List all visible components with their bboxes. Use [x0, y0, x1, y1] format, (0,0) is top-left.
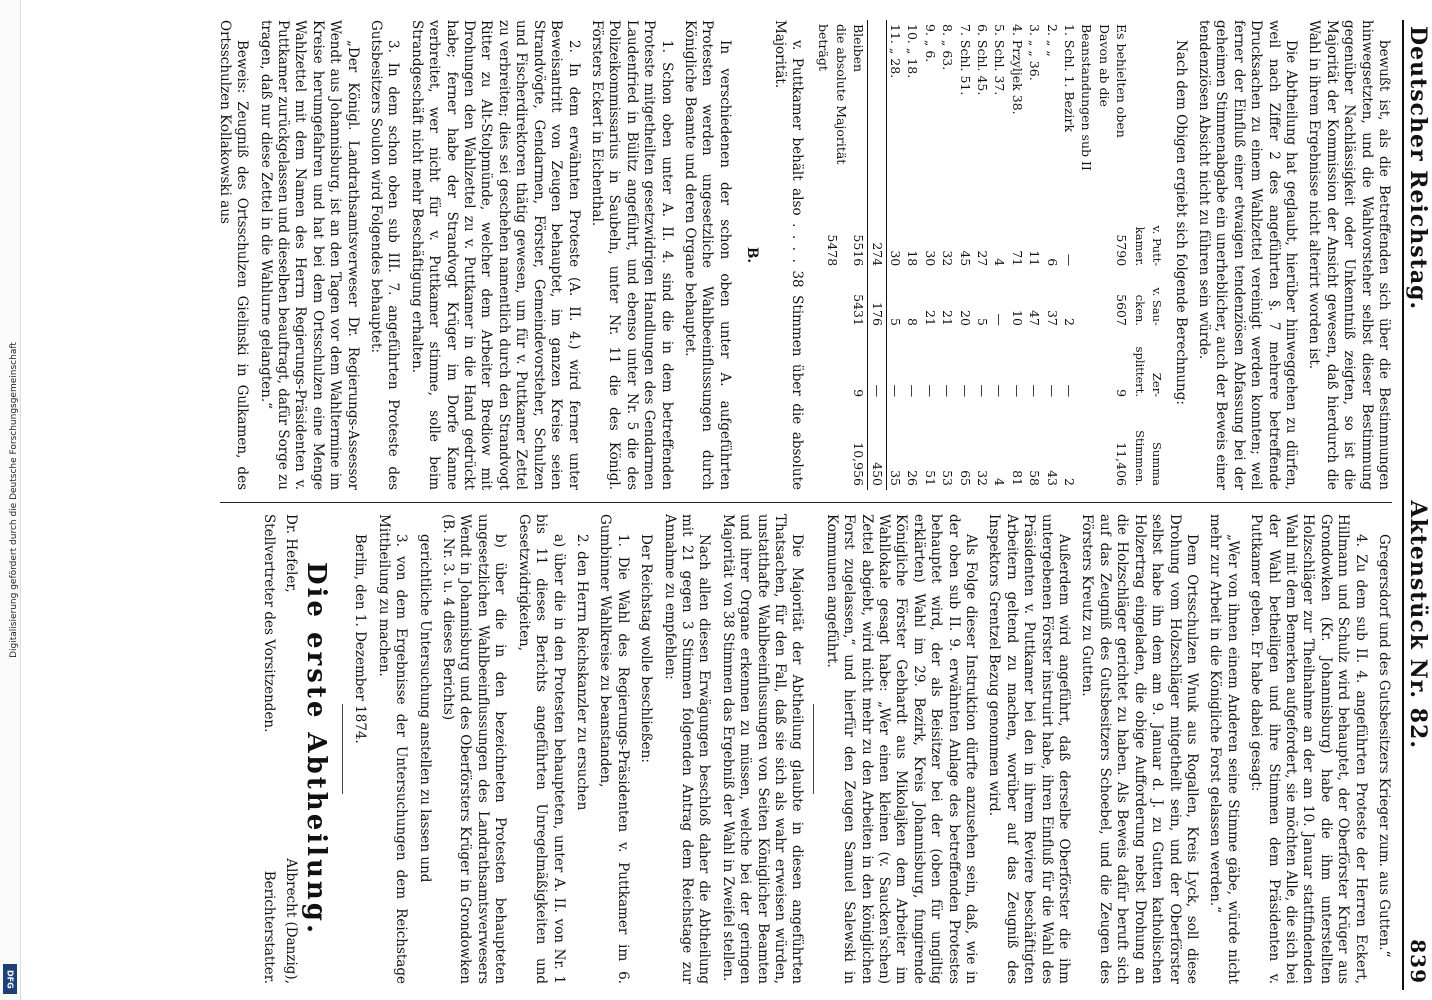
- table-cell: 58: [1027, 470, 1043, 486]
- table-cell: [815, 270, 850, 330]
- column-divider: [220, 502, 1392, 503]
- table-cell: —: [1062, 253, 1078, 267]
- page-header: [1402, 20, 1430, 990]
- table-cell: [815, 330, 850, 401]
- digitization-credit: Digitalisierung gefördert durch die Deutsche Forschungsgemeinschaft: [9, 342, 19, 658]
- paragraph: Gregersdorf und des Gutsbesitzers Krieger zum. aus Gutten.“: [1376, 534, 1392, 958]
- table-cell: 5431: [850, 270, 868, 330]
- table-cell: 4. Przyljek 38.: [1009, 24, 1025, 115]
- table-cell: 9: [850, 330, 868, 401]
- paragraph: bewußt ist, als die Betreffenden sich über die Bestimmungen hinwegsetzten, und die Wahlvorsteher selbst dieser Bestimmung gegenüber Nachlässigkeit oder Unkenntniß zeigten, so ist die Majorität der Kommission der Ansicht gewesen, daß hierdurch die Wahl in ihrem Ergebnisse nicht alterirt worden ist.: [1306, 20, 1392, 490]
- table-cell: [1078, 270, 1113, 330]
- table-cell: [868, 20, 886, 201]
- table-cell: die absolute Majorität beträgt: [816, 24, 849, 165]
- table-cell: 32: [975, 470, 991, 486]
- paragraph: Die Majorität der Abtheilung glaubte in diesen angeführten Thatsachen, für den Fall, daß sie sich als wahr erweisen würden, unstatthafte Wahlbeeinflussungen von Seiten Königlicher Beamten und ihrer Organe erkennen zu müssen, welche bei der geringen Majorität von 38 Stimmen das Ergebniß der Wahl in Zweifel stellen.: [719, 514, 806, 984]
- table-row: [974, 20, 991, 490]
- paragraph: Als Folge dieser Instruktion dürfte anzusehen sein, daß, wie in der oben sub II. 9. erwähnten Anlage des betreffenden Protestes behauptet wird, der als Beisitzer bei der (oben für ungiltig erklärten) Wahl im 29. Bezirk, Kreis Johannisburg, fungirende Königliche Förster Gebhardt aus Mikolajken dem Arbeiter im Wahllokale gesagt habe: „Wer einen kleinen (v. Saucken'schen) Zettel abgiebt, wird nicht mehr zu den Arbeiten in den königlichen Forst zugelassen,“ und hierfür den Zeugen Samuel Salewski in Kommunen angeführt.: [823, 514, 980, 984]
- table-cell: 6. Schl. 45.: [975, 24, 991, 96]
- table-row: [886, 20, 904, 490]
- signature-left-name: Dr. Hefeler,: [282, 514, 299, 593]
- table-header-row: [1130, 20, 1165, 490]
- table-cell: 5790: [1114, 234, 1130, 267]
- table-header-cell: v. Putt-kamer.: [1132, 225, 1165, 267]
- table-cell: 2: [1062, 318, 1078, 326]
- table-row: [939, 20, 956, 490]
- signature-names: [281, 514, 298, 984]
- table-cell: 4: [992, 258, 1008, 267]
- table-cell: Davon ab die Beanstandungen sub II: [1079, 24, 1112, 171]
- vote-calculation-table: [815, 20, 1165, 490]
- table-cell: 20: [957, 310, 973, 326]
- table-cell: —: [1044, 384, 1060, 398]
- table-cell: 274: [868, 201, 886, 270]
- table-row: [1026, 20, 1043, 490]
- table-cell: —: [940, 384, 956, 398]
- table-header-cell: Summa Stimmen.: [1132, 430, 1165, 486]
- separator-rule: [813, 704, 814, 794]
- table-cell: 35: [888, 470, 904, 486]
- table-cell: 5: [975, 318, 991, 326]
- table-row: [1043, 20, 1060, 490]
- scanned-page: [90, 20, 1430, 990]
- motion-heading: Der Reichstag wolle beschließen:: [638, 534, 655, 763]
- table-cell: 51: [922, 470, 938, 486]
- left-column: [90, 20, 1392, 490]
- table-cell: 9. „ 6.: [922, 24, 938, 63]
- table-cell: 176: [868, 270, 886, 330]
- table-cell: 5478: [825, 234, 841, 267]
- table-majority-row: [815, 20, 850, 490]
- section-heading: B.: [744, 246, 761, 264]
- table-row: [1008, 20, 1025, 490]
- table-cell: —: [1062, 384, 1078, 398]
- table-cell: 10. „ 18.: [905, 24, 921, 79]
- table-row: [904, 20, 921, 490]
- table-cell: —: [957, 384, 973, 398]
- motion-subitem: gerichtliche Untersuchung anstellen zu lassen und: [416, 534, 433, 883]
- table-cell: —: [888, 384, 904, 398]
- dfg-logo: DFG: [3, 964, 17, 994]
- page-content: [90, 20, 1430, 990]
- table-cell: 1. Schl. 1. Bezirk: [1062, 24, 1078, 133]
- table-cell: 5607: [1114, 294, 1130, 326]
- paragraph: Dem Ortsschulzen Wnuk aus Rogallen, Kreis Lyck, soll diese Drohung vom Holzschläger mitgetheilt sein, und der Oberförster selbst habe ihn dem am 9. Januar d. J. zu Gutten katholischen Holzertrag eingeladen, die obige Aufforderung nebst Drohung an die Holzschläger gerichtet zu haben. Als Beweis dafür beruft sich auf das Zeugniß des Gutsbesitzers Schoebel, und die Zeugen des Försters Kreutz zu Gutten.: [1079, 514, 1200, 984]
- table-cell: 5: [888, 318, 904, 326]
- table-cell: —: [1027, 384, 1043, 398]
- table-cell: 45: [957, 250, 973, 267]
- table-total-row: [868, 20, 886, 490]
- table-cell: Bleiben: [850, 20, 868, 201]
- table-header-cell: Zer-splittert.: [1132, 346, 1165, 398]
- table-row: [1113, 20, 1130, 490]
- table-cell: 8: [905, 318, 921, 326]
- table-remaining-row: [850, 20, 868, 490]
- table-cell: 47: [1027, 310, 1043, 326]
- table-cell: 43: [1044, 470, 1060, 486]
- table-cell: 5516: [850, 201, 868, 270]
- table-cell: 8. „ 63.: [940, 24, 956, 71]
- table-cell: [1078, 201, 1113, 270]
- motion-subitem: a) über die in den Protesten behaupteten, unter A. II. von Nr. 1 bis 11 dieses Berichts angeführten Unregelmäßigkeiten und Gesetzwidrigkeiten,: [515, 514, 567, 984]
- table-cell: 26: [905, 470, 921, 486]
- table-cell: 11. „ 28.: [888, 24, 904, 79]
- table-cell: —: [922, 384, 938, 398]
- table-cell: 11: [1027, 250, 1043, 267]
- table-row: [956, 20, 973, 490]
- table-cell: 30: [922, 250, 938, 267]
- header-issue: Aktenstück Nr. 82.: [1404, 500, 1431, 749]
- table-cell: —: [975, 384, 991, 398]
- table-cell: 27: [975, 250, 991, 267]
- table-cell: —: [905, 384, 921, 398]
- closing-title: Die erste Abtheilung.: [301, 561, 332, 937]
- paragraph: 4. Zu dem sub II. 4. angeführten Proteste der Herren Eckert, Hillmann und Schulz wird behauptet, der Oberförster Krüger aus Grondowken (Kr. Johannisburg) habe die ihm unterstellten Holzschläger zur Theilnahme an der am 10. Januar stattfindenden Wahl mit dem Bemerken aufgefordert, sie möchten Alle, die sich bei der Wahl betheiligen und ihre Stimmen dem Präsidenten v. Puttkamer geben. Er habe dabei gesagt:: [1248, 514, 1369, 984]
- paragraph: 3. In dem schon oben sub III. 7. angeführten Proteste des Gutsbesitzers Soulon wird Folgendes behauptet:: [368, 20, 402, 490]
- quoted-paragraph: „Der Königl. Landrathsamtsverweser Dr. Regierungs-Assessor Wendt aus Johannisburg, ist an den Tagen vor dem Wahltermine im Kreise herumgefahren und hat bei dem Ortsschulzen eine Menge Wahlzettel mit dem Namen des Herrn Regierungs-Präsidenten v. Puttkamer zurückgelassen und dieselben beauftragt, dafür Sorge zu tragen, daß nur diese Zettel in die Wahlurne gelangten.“: [257, 20, 361, 490]
- table-cell: 32: [940, 250, 956, 267]
- table-cell: 81: [1009, 470, 1025, 486]
- table-header-cell: v. Sau-cken.: [1132, 287, 1165, 326]
- table-cell: 4: [992, 478, 1008, 486]
- table-cell: 71: [1009, 250, 1025, 267]
- paragraph: Beweis: Zeugniß des Ortsschulzen Gielinski in Gulkamen, des Ortsschulzen Kollakowski aus: [216, 20, 251, 490]
- table-cell: 9: [1114, 389, 1130, 398]
- table-cell: [815, 401, 850, 490]
- paragraph: Nach dem Obigen ergiebt sich folgende Berechnung:: [1172, 40, 1189, 405]
- table-cell: 18: [905, 250, 921, 267]
- table-row: [921, 20, 938, 490]
- table-row: [991, 20, 1008, 490]
- motion-item: 3. von dem Ergebnisse der Untersuchungen dem Reichstage Mittheilung zu machen.: [375, 514, 410, 984]
- side-credit-bar: [0, 0, 21, 1000]
- paragraph: 2. In dem erwähnten Proteste (A. II. 4.) wird ferner unter Beweisantritt von Zeugen behauptet, im ganzen Kreise seien Strandvögte, Gendarmen, Förster, Gemeindevorsteher, Schulzen und Fischerdirektoren thätig gewesen, um für v. Puttkamer Zettel zu verbreiten; dies sei geschehen namentlich durch den Strandvogt Ritter zu Alt-Stolpmünde, welcher dem Arbeiter Brediow mit Drohungen den Wahlzettel zu v. Puttkamer in die Hand gedrückt habe; ferner habe der Strandvogt Krüger im Dorfe Kanne verbreitet, wer nicht für v. Puttkamer stimme, solle beim Strandgeschäft nicht mehr Beschäftigung erhalten.: [408, 20, 582, 490]
- right-column: [90, 514, 1392, 984]
- table-cell: 2: [1062, 478, 1078, 486]
- paragraph: In verschiedenen der schon oben unter A. aufgeführten Protesten werden ungesetzliche Wahlbeeinflussungen durch Königliche Beamte und deren Organe behauptet.: [681, 20, 733, 490]
- table-cell: 7. Schl. 51.: [957, 24, 973, 96]
- table-cell: 2. „ „: [1044, 24, 1060, 57]
- signature-right-name: Albrecht (Danzig),: [282, 858, 299, 984]
- table-cell: —: [1009, 384, 1025, 398]
- header-title: Deutscher Reichstag.: [1404, 26, 1431, 311]
- table-cell: —: [992, 384, 1008, 398]
- paragraph: Außerdem wird angeführt, daß derselbe Oberförster die ihm untergebenen Förster instruirt habe, ihren Einfluß für die Wahl des Präsidenten v. Puttkamer bei den in ihrem Reviere beschäftigten Arbeitern geltend zu machen, worüber auf das Zeugniß des Inspektors Grentzel Bezug genommen wird.: [986, 514, 1073, 984]
- table-cell: [1078, 401, 1113, 490]
- paragraph: Nach allen diesen Erwägungen beschloß daher die Abtheilung mit 21 gegen 3 Stimmen folgenden Antrag dem Reichstage zur Annahme zu empfehlen:: [661, 514, 713, 984]
- page-number: 839: [1405, 939, 1430, 984]
- motion-item: 2. den Herrn Reichskanzler zu ersuchen: [573, 534, 590, 811]
- table-cell: 5. Schl. 37.: [992, 24, 1008, 96]
- paragraph: 1. Schon oben unter A. II. 4. sind die in dem betreffenden Proteste mitgetheilten gesetzwidrigen Handlungen des Gendarmen Laudenfried in Bülitz angeführt, und ebenso unter Nr. 5 die des Polizeikommissarius in Saubeln, unter Nr. 11 die des Königl. Försters Eckert in Eichenthal.: [588, 20, 675, 490]
- table-cell: 10: [1009, 310, 1025, 326]
- table-cell: 30: [888, 250, 904, 267]
- table-row: [1061, 20, 1078, 490]
- table-cell: —: [992, 313, 1008, 326]
- table-cell: 10,956: [850, 401, 868, 490]
- signature-left-role: Stellvertreter des Vorsitzenden.: [261, 514, 278, 733]
- separator-rule: [342, 704, 343, 794]
- table-cell: 53: [940, 470, 956, 486]
- table-cell: 21: [940, 310, 956, 326]
- table-cell: 37: [1044, 310, 1060, 326]
- motion-subitem: b) über die in den bezeichneten Protesten behaupteten ungesetzlichen Wahlbeeinflussungen des Landrathsamtsverwesers Wendt in Johannisburg und des Oberförsters Krüger in Grondowken (B. Nr. 3. u. 4 dieses Berichts): [440, 514, 509, 984]
- place-date: Berlin, den 1. Dezember 1874.: [352, 534, 369, 744]
- table-row: [1078, 20, 1113, 490]
- table-cell: 450: [868, 401, 886, 490]
- quoted-paragraph: „Wer von ihnen einem Anderen seine Stimme gäbe, würde nicht mehr zur Arbeit in die Königliche Forst gelassen werden.“: [1207, 514, 1241, 984]
- table-cell: [1078, 330, 1113, 401]
- table-cell: 65: [957, 470, 973, 486]
- motion-item: 1. Die Wahl des Regierungs-Präsidenten v. Puttkamer im 6. Gumbinner Wahlkreise zu beanstanden,: [597, 514, 631, 984]
- table-cell: Es behielten oben: [1114, 24, 1130, 138]
- table-cell: 6: [1044, 258, 1060, 267]
- table-cell: —: [868, 330, 886, 401]
- signature-roles: [260, 514, 277, 984]
- signature-right-role: Berichterstatter.: [261, 870, 278, 984]
- table-cell: 21: [922, 310, 938, 326]
- table-header-cell: [1130, 20, 1165, 201]
- excess-statement: v. Puttkamer behält also . . . . 38 Stimmen über die absolute Majorität.: [771, 20, 805, 490]
- table-cell: 11,406: [1114, 442, 1130, 486]
- paragraph: Die Abtheilung hat geglaubt, hierüber hinweggehen zu dürfen, weil nach Ziffer 2 des angeführten §. 7 mehrere betreffende Drucksachen zu einem Wahlzettel vereinigt werden konnten; weil ferner der Einfluß einer etwaigen tendenziösen Abfassung bei der geheimen Stimmenabgabe ein unerheblicher, auch der Beweis einer tendenziösen Absicht nicht zu führen sein würde.: [1195, 20, 1299, 490]
- table-cell: 3. „ „ 36.: [1027, 24, 1043, 81]
